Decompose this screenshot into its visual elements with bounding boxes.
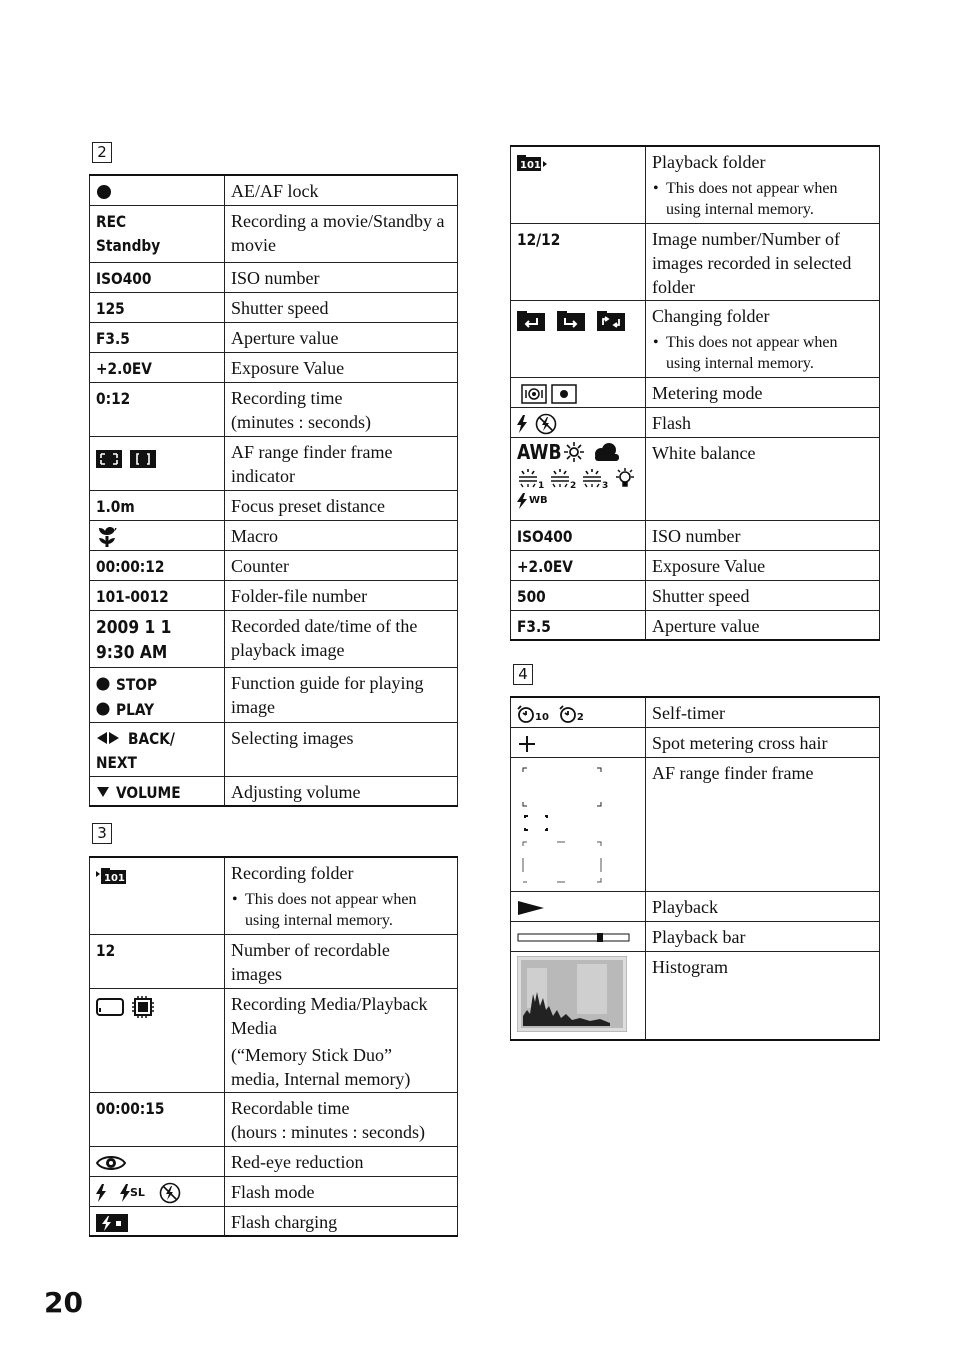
table-row xyxy=(511,951,880,1040)
section-2-number: 2 xyxy=(92,142,112,163)
table-row xyxy=(90,175,458,205)
desc-line: images xyxy=(231,963,282,984)
incandescent-icon xyxy=(613,467,637,489)
section-4-table xyxy=(510,696,880,1041)
table-row xyxy=(90,722,458,776)
circle-icon xyxy=(96,677,110,691)
desc-red-eye: Red-eye reduction xyxy=(225,1146,458,1176)
section-3-number: 3 xyxy=(92,823,112,844)
desc-line: images recorded in selected xyxy=(652,252,852,273)
desc-selecting: Selecting images xyxy=(225,722,458,776)
table-row xyxy=(90,934,458,988)
desc-recording-movie: Recording a movie/Standby a movie xyxy=(225,205,458,262)
metering-multi-icon xyxy=(521,384,547,404)
icon-text: 125 xyxy=(96,298,125,318)
circle-icon xyxy=(96,702,110,716)
icon-text: +2.0EV xyxy=(96,358,152,378)
circle-icon xyxy=(96,184,112,200)
svg-text:1: 1 xyxy=(538,480,545,489)
desc-iso: ISO number xyxy=(225,262,458,292)
playback-bar-icon xyxy=(517,932,631,944)
page-number: 20 xyxy=(44,1286,83,1319)
desc-cross-hair: Spot metering cross hair xyxy=(646,727,880,757)
table-row xyxy=(511,757,880,891)
note-text: This does not appear when using internal memory. xyxy=(666,333,838,372)
recording-folder-icon xyxy=(96,867,126,885)
desc-line: indicator xyxy=(231,465,295,486)
desc-line: (hours : minutes : seconds) xyxy=(231,1121,425,1142)
icon-text: 12 xyxy=(96,940,116,960)
desc-aperture: Aperture value xyxy=(225,322,458,352)
desc-counter: Counter xyxy=(225,550,458,580)
desc-shutter: Shutter speed xyxy=(225,292,458,322)
desc-line: (“Memory Stick Duo” xyxy=(231,1044,392,1065)
table-row xyxy=(511,580,880,610)
table-row xyxy=(90,550,458,580)
timer-2-label: 2 xyxy=(576,712,584,723)
desc-line: media, Internal memory) xyxy=(231,1068,411,1089)
table-row xyxy=(90,1092,458,1146)
section-2-table xyxy=(89,174,458,807)
desc-line: Number of recordable xyxy=(231,939,390,960)
cross-hair-icon xyxy=(517,734,537,754)
sl-label: SL xyxy=(130,1185,145,1199)
icon-text: 00:00:15 xyxy=(96,1098,165,1118)
desc-playback: Playback xyxy=(646,891,880,921)
table-row xyxy=(511,520,880,550)
desc-exposure: Exposure Value xyxy=(225,352,458,382)
desc-histogram: Histogram xyxy=(646,951,880,1040)
af-frame-icon xyxy=(517,762,607,884)
icon-text: NEXT xyxy=(96,752,137,772)
svg-text:101: 101 xyxy=(520,160,541,171)
table-row xyxy=(90,988,458,1092)
icon-text: 1.0m xyxy=(96,496,135,516)
desc-line: Media xyxy=(231,1017,277,1038)
fluorescent-1-icon xyxy=(517,467,545,489)
desc-volume: Adjusting volume xyxy=(225,776,458,806)
icon-text: 101-0012 xyxy=(96,586,169,606)
icon-text: Standby xyxy=(96,235,161,255)
note: • This does not appear when using internal memory. xyxy=(653,180,838,218)
flash-icon xyxy=(517,415,527,433)
desc-flash-charging: Flash charging xyxy=(225,1206,458,1236)
desc-playback-bar: Playback bar xyxy=(646,921,880,951)
self-timer-10-icon xyxy=(517,705,535,723)
desc-line: playback image xyxy=(231,639,345,660)
flash-off-icon xyxy=(159,1182,181,1204)
desc-macro: Macro xyxy=(225,520,458,550)
table-row xyxy=(90,776,458,806)
table-row xyxy=(511,891,880,921)
icon-text: STOP xyxy=(116,674,158,694)
fluorescent-2-icon xyxy=(549,467,577,489)
desc-line: Image number/Number of xyxy=(652,228,840,249)
table-row xyxy=(90,382,458,436)
desc-shutter: Shutter speed xyxy=(646,580,880,610)
af-frame-spot-icon xyxy=(130,450,156,468)
table-row xyxy=(511,697,880,727)
section-3-table xyxy=(89,856,458,1237)
playback-folder-icon xyxy=(517,154,547,172)
desc-flash-mode: Flash mode xyxy=(225,1176,458,1206)
desc-iso: ISO number xyxy=(646,520,880,550)
triangle-left-icon xyxy=(96,731,108,745)
icon-text: 12/12 xyxy=(517,229,561,249)
table-row xyxy=(90,520,458,550)
svg-text:2: 2 xyxy=(570,480,577,489)
table-row xyxy=(511,377,880,407)
table-row xyxy=(511,727,880,757)
desc-ae-af-lock: AE/AF lock xyxy=(225,175,458,205)
section-3-continued-table xyxy=(510,145,880,641)
table-row xyxy=(511,407,880,437)
red-eye-icon xyxy=(96,1153,126,1173)
daylight-icon xyxy=(563,441,585,463)
flash-charging-icon xyxy=(96,1214,128,1232)
icon-text: 00:00:12 xyxy=(96,556,165,576)
table-row xyxy=(511,921,880,951)
table-row xyxy=(90,1206,458,1236)
triangle-right-icon xyxy=(108,731,120,745)
wb-label: WB xyxy=(529,494,548,506)
desc-flash: Flash xyxy=(646,407,880,437)
icon-text: 0:12 xyxy=(96,388,131,408)
playback-icon xyxy=(517,900,545,916)
desc-line: image xyxy=(231,696,275,717)
table-row xyxy=(90,580,458,610)
macro-icon xyxy=(96,526,118,548)
flash-icon xyxy=(96,1184,106,1202)
desc-self-timer: Self-timer xyxy=(646,697,880,727)
table-row xyxy=(511,146,880,223)
folder-next-icon xyxy=(557,311,585,331)
svg-text:101: 101 xyxy=(104,873,125,884)
note: • This does not appear when using internal memory. xyxy=(653,333,838,372)
table-row xyxy=(90,1146,458,1176)
desc-white-balance: White balance xyxy=(646,437,880,520)
table-row xyxy=(90,857,458,934)
folder-change-icon xyxy=(597,311,625,331)
desc-line: folder xyxy=(652,276,695,297)
table-row xyxy=(511,610,880,640)
icon-text: F3.5 xyxy=(96,328,130,348)
histogram-icon xyxy=(517,956,627,1032)
table-row xyxy=(90,292,458,322)
desc-line: Recording time xyxy=(231,387,343,408)
triangle-down-icon xyxy=(96,786,110,798)
icon-text: PLAY xyxy=(116,699,155,719)
metering-spot-icon xyxy=(551,384,577,404)
icon-text: ISO400 xyxy=(517,526,573,546)
table-row xyxy=(90,352,458,382)
self-timer-2-icon xyxy=(559,705,577,723)
svg-text:3: 3 xyxy=(602,480,609,489)
desc-af-range-frame: AF range finder frame xyxy=(646,757,880,891)
icon-text: F3.5 xyxy=(517,616,551,636)
desc-line: (minutes : seconds) xyxy=(231,411,371,432)
icon-text: 500 xyxy=(517,586,546,606)
desc-focus-preset: Focus preset distance xyxy=(225,490,458,520)
table-row xyxy=(511,437,880,520)
note-text: This does not appear when using internal memory. xyxy=(245,891,417,929)
flash-wb-icon xyxy=(517,493,527,509)
icon-text: ISO400 xyxy=(96,268,152,288)
table-row xyxy=(90,322,458,352)
table-row xyxy=(90,205,458,262)
icon-text: REC xyxy=(96,211,127,231)
desc-line: Recordable time xyxy=(231,1097,350,1118)
table-row xyxy=(511,223,880,300)
table-row xyxy=(90,610,458,667)
table-row xyxy=(90,1176,458,1206)
memory-stick-icon xyxy=(96,998,124,1016)
table-row xyxy=(90,490,458,520)
desc-changing-folder: Changing folder xyxy=(652,305,770,326)
desc-recording-folder: Recording folder xyxy=(231,863,354,883)
cloudy-icon xyxy=(591,442,621,462)
folder-back-icon xyxy=(517,311,545,331)
desc-line: Recorded date/time of the xyxy=(231,615,418,636)
desc-metering: Metering mode xyxy=(646,377,880,407)
fluorescent-3-icon xyxy=(581,467,609,489)
table-row xyxy=(511,300,880,377)
section-4-number: 4 xyxy=(513,664,533,685)
table-row xyxy=(511,550,880,580)
note-text: This does not appear when using internal memory. xyxy=(666,180,838,218)
internal-memory-icon xyxy=(132,996,154,1018)
timer-10-label: 10 xyxy=(535,712,549,723)
awb-icon: AWB xyxy=(517,439,562,464)
desc-line: Function guide for playing xyxy=(231,672,424,693)
icon-text: BACK/ xyxy=(128,728,175,748)
table-row xyxy=(90,262,458,292)
desc-aperture: Aperture value xyxy=(646,610,880,640)
icon-text: 2009 1 1 xyxy=(96,616,172,638)
icon-text: 9:30 AM xyxy=(96,641,168,663)
desc-folder-file: Folder-file number xyxy=(225,580,458,610)
table-row xyxy=(90,667,458,722)
af-frame-wide-icon xyxy=(96,450,122,468)
desc-line: Recording Media/Playback xyxy=(231,993,428,1014)
table-row xyxy=(90,436,458,490)
flash-slow-sync-icon xyxy=(120,1184,130,1202)
desc-line: AF range finder frame xyxy=(231,441,393,462)
desc-exposure: Exposure Value xyxy=(646,550,880,580)
flash-off-icon xyxy=(535,413,557,435)
desc-playback-folder: Playback folder xyxy=(652,152,766,172)
note: • This does not appear when using internal memory. xyxy=(232,891,417,929)
icon-text: +2.0EV xyxy=(517,556,573,576)
icon-text: VOLUME xyxy=(116,782,181,802)
